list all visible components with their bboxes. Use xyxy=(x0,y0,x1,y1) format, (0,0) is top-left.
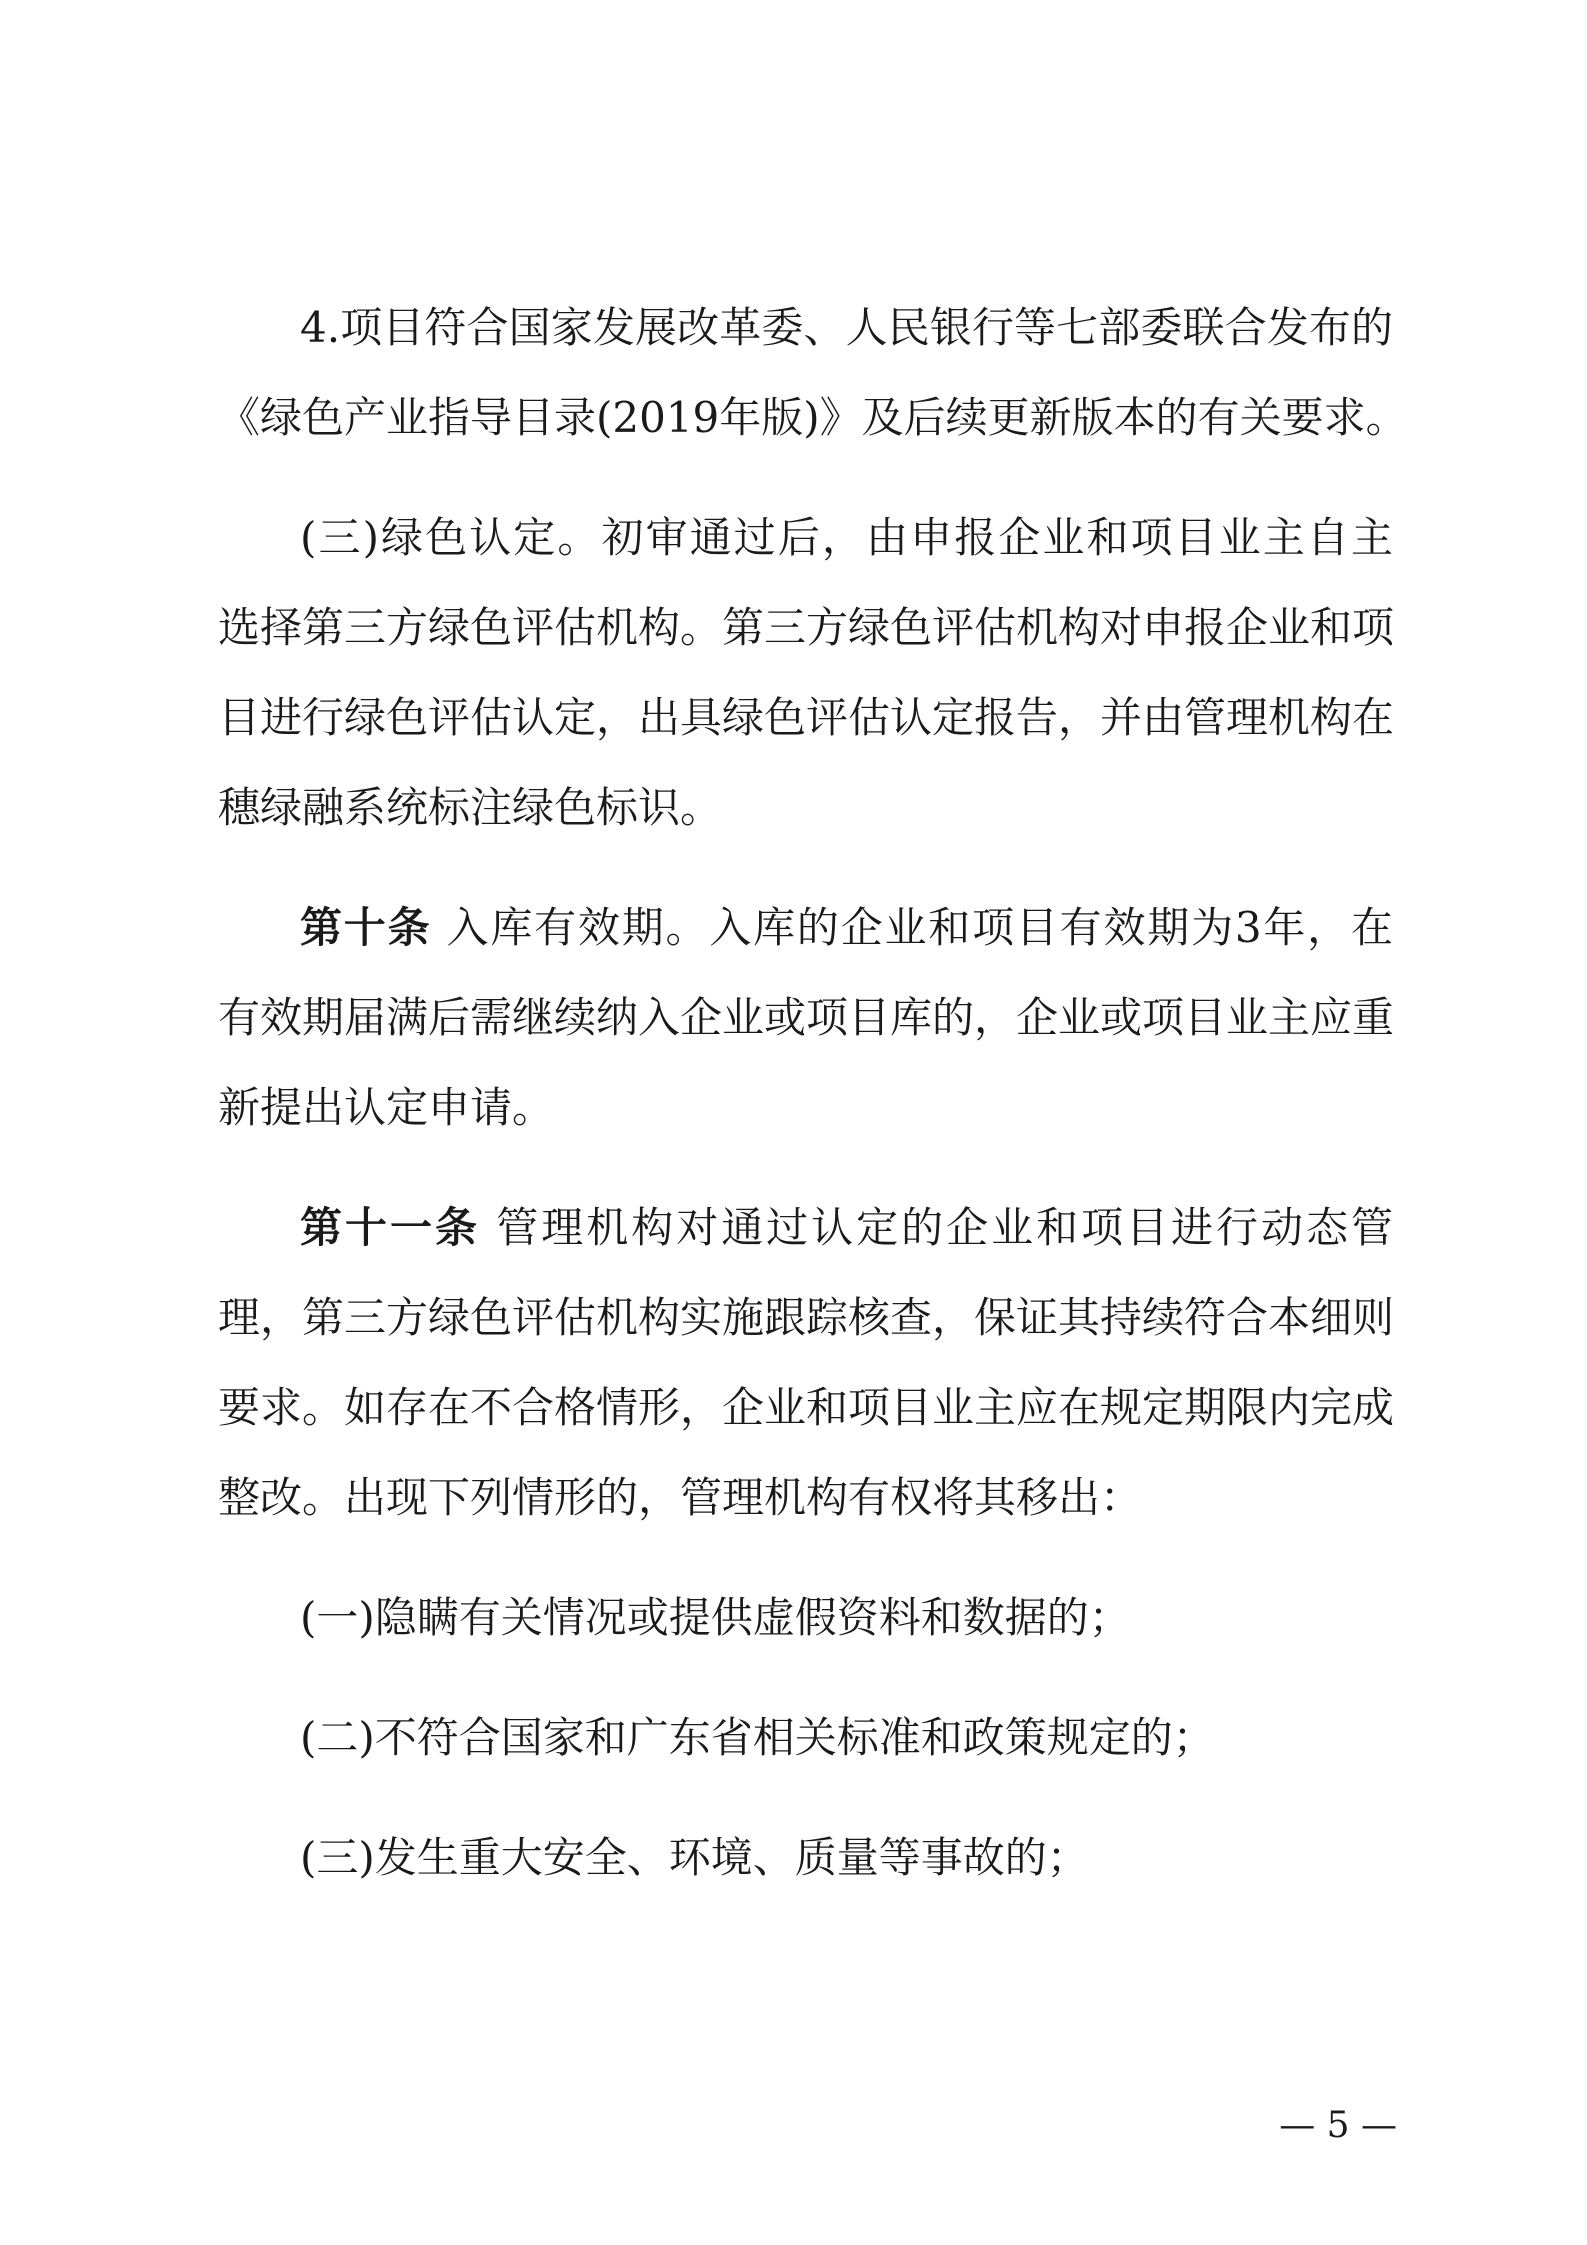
line-text: 4.项目符合国家发展改革委、人民银行等七部委联合发布的 xyxy=(300,303,1393,352)
article-11-line xyxy=(300,1203,1393,1252)
article-10-line xyxy=(300,903,1393,952)
paragraph-line xyxy=(218,693,1395,742)
paragraph-line xyxy=(218,1293,1395,1342)
paragraph-line xyxy=(300,303,1393,352)
line-text: (二)不符合国家和广东省相关标准和政策规定的； xyxy=(300,1713,1215,1762)
list-item xyxy=(300,1833,1393,1882)
page-number: — 5 — xyxy=(1279,2105,1397,2146)
line-text: 有效期届满后需继续纳入企业或项目库的，企业或项目业主应重 xyxy=(218,993,1395,1042)
line-text: 整改。出现下列情形的，管理机构有权将其移出： xyxy=(218,1473,1143,1522)
paragraph-line xyxy=(218,783,1393,832)
article-11-label: 第十一条 xyxy=(300,1203,480,1252)
line-text: (三)绿色认定。初审通过后，由申报企业和项目业主自主 xyxy=(300,513,1393,562)
list-item xyxy=(300,1713,1393,1762)
line-text: 理，第三方绿色评估机构实施跟踪核查，保证其持续符合本细则 xyxy=(218,1293,1395,1342)
line-text: 目进行绿色评估认定，出具绿色评估认定报告，并由管理机构在 xyxy=(218,693,1395,742)
paragraph-line xyxy=(218,1383,1395,1432)
line-text: 《绿色产业指导目录(2019年版)》及后续更新版本的有关要求。 xyxy=(218,393,1408,442)
line-text: 新提出认定申请。 xyxy=(218,1083,555,1132)
line-text: 穗绿融系统标注绿色标识。 xyxy=(218,783,723,832)
line-text: (一)隐瞒有关情况或提供虚假资料和数据的； xyxy=(300,1593,1131,1642)
article-10-label: 第十条 xyxy=(300,903,432,952)
line-text: 选择第三方绿色评估机构。第三方绿色评估机构对申报企业和项 xyxy=(218,603,1395,652)
paragraph-line xyxy=(218,1473,1393,1522)
paragraph-line xyxy=(218,393,1408,442)
list-item xyxy=(300,1593,1393,1642)
line-text: (三)发生重大安全、环境、质量等事故的； xyxy=(300,1833,1089,1882)
line-text: 管理机构对通过认定的企业和项目进行动态管 xyxy=(496,1203,1393,1252)
paragraph-line xyxy=(218,603,1395,652)
paragraph-line xyxy=(218,993,1395,1042)
line-text: 要求。如存在不合格情形，企业和项目业主应在规定期限内完成 xyxy=(218,1383,1395,1432)
paragraph-line xyxy=(218,1083,1393,1132)
paragraph-line xyxy=(300,513,1393,562)
line-text: 入库有效期。入库的企业和项目有效期为3年，在 xyxy=(446,903,1393,952)
